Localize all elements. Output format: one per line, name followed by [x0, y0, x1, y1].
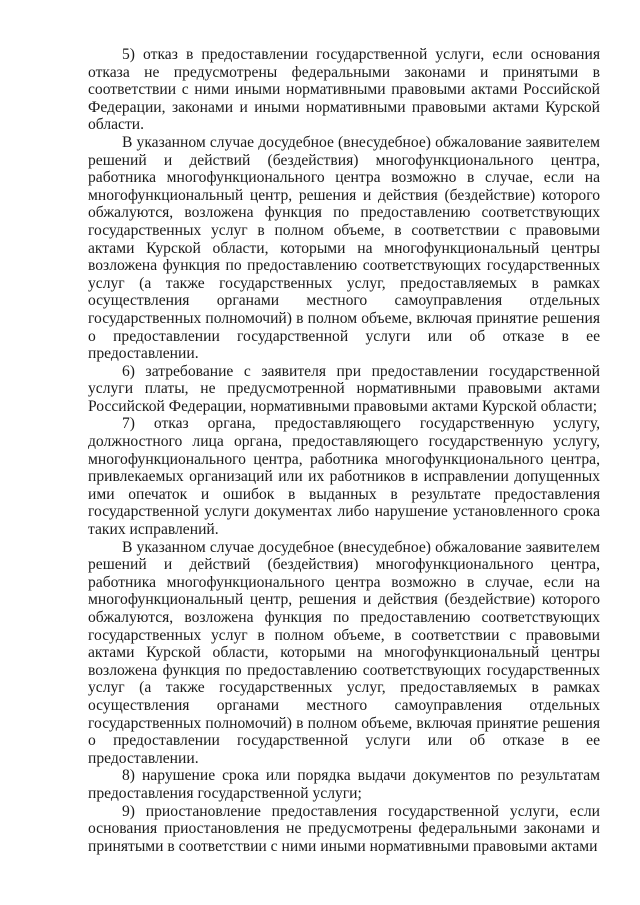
paragraph-item-7-correction-refusal: 7) отказ органа, предоставляющего государственную услугу, должностного лица органа, предоставляющего государственную услугу, многофункционального центра, работника многофункционального центра, привлекаемых организаций или их работников в исправлении допущенных ими опечаток и ошибок в выданных в результате предоставления государственной услуги документах либо нарушение установленного срока таких исправлений.: [88, 415, 600, 539]
paragraph-item-6-fee: 6) затребование с заявителя при предоставлении государственной услуги платы, не предусмотренной нормативными правовыми актами Российской Федерации, нормативными правовыми актами Курской области;: [88, 362, 600, 415]
paragraph-mfc-appeal-2: В указанном случае досудебное (внесудебное) обжалование заявителем решений и действий (бездействия) многофункционального центра, работника многофункционального центра возможно в случае, если на многофункциональный центр, решения и действия (бездействие) которого обжалуются, возложена функция по предоставлению соответствующих государственных услуг в полном объеме, в соответствии с правовыми актами Курской области, которыми на многофункциональный центры возложена функция по предоставлению соответствующих государственных услуг (а также государственных услуг, предоставляемых в рамках осуществления органами местного самоуправления отдельных государственных полномочий) в полном объеме, включая принятие решения о предоставлении государственной услуги или об отказе в ее предоставлении.: [88, 538, 600, 767]
paragraph-mfc-appeal-1: В указанном случае досудебное (внесудебное) обжалование заявителем решений и действий (бездействия) многофункционального центра, работника многофункционального центра возможно в случае, если на многофункциональный центр, решения и действия (бездействие) которого обжалуются, возложена функция по предоставлению соответствующих государственных услуг в полном объеме, в соответствии с правовыми актами Курской области, которыми на многофункциональный центры возложена функция по предоставлению соответствующих государственных услуг (а также государственных услуг, предоставляемых в рамках осуществления органами местного самоуправления отдельных государственных полномочий) в полном объеме, включая принятие решения о предоставлении государственной услуги или об отказе в ее предоставлении.: [88, 133, 600, 363]
paragraph-item-5-refusal: 5) отказ в предоставлении государственной услуги, если основания отказа не предусмотрены федеральными законами и принятыми в соответствии с ними иными нормативными правовыми актами Российской Федерации, законами и иными нормативными правовыми актами Курской области.: [88, 46, 600, 134]
paragraph-item-9-suspension: 9) приостановление предоставления государственной услуги, если основания приостановления не предусмотрены федеральными законами и принятыми в соответствии с ними иными нормативными правовыми актами: [88, 802, 600, 855]
document-body: [88, 46, 600, 855]
paragraph-item-8-deadline: 8) нарушение срока или порядка выдачи документов по результатам предоставления государственной услуги;: [88, 767, 600, 802]
